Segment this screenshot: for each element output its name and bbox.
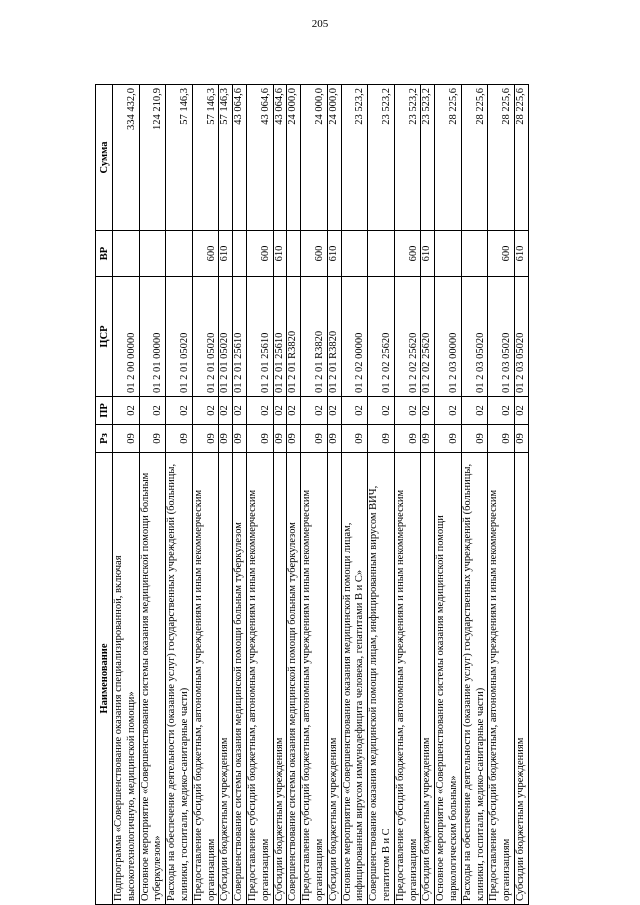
cell-vr: 600 — [488, 231, 515, 277]
cell-csr: 01 2 00 00000 — [113, 277, 140, 397]
cell-name: Основное мероприятие «Совершенствование системы оказания медицинской помощи больным туберкулезом» — [139, 453, 166, 905]
cell-pr: 02 — [368, 397, 395, 425]
budget-table — [95, 84, 529, 905]
table-row — [435, 85, 462, 905]
cell-rz: 09 — [192, 425, 219, 453]
table-row — [192, 85, 219, 905]
cell-name: Расходы на обеспечение деятельности (оказание услуг) государственных учреждений (больницы, клиники, госпитали, медико-санитарные части) — [166, 453, 193, 905]
cell-name: Субсидии бюджетным учреждениям — [514, 453, 528, 905]
cell-pr: 02 — [341, 397, 368, 425]
cell-csr: 01 2 01 25610 — [233, 277, 247, 397]
table-row — [461, 85, 488, 905]
table-row — [368, 85, 395, 905]
cell-name: Предоставление субсидий бюджетным, автономным учреждениям и иным некоммерческим организациям — [301, 453, 328, 905]
table-row — [301, 85, 328, 905]
cell-vr: 600 — [192, 231, 219, 277]
cell-rz: 09 — [233, 425, 247, 453]
cell-vr: 600 — [246, 231, 273, 277]
cell-pr: 02 — [192, 397, 219, 425]
cell-name: Основное мероприятие «Совершенствование системы оказания медицинской помощи наркологическим больным» — [435, 453, 462, 905]
cell-csr: 01 2 03 05020 — [514, 277, 528, 397]
cell-name: Предоставление субсидий бюджетным, автономным учреждениям и иным некоммерческим организациям — [192, 453, 219, 905]
cell-vr — [166, 231, 193, 277]
cell-pr: 02 — [246, 397, 273, 425]
table-header-row — [96, 85, 113, 905]
cell-sum: 57 146,3 — [192, 85, 219, 231]
header-name: Наименование — [96, 453, 113, 905]
header-csr: ЦСР — [96, 277, 113, 397]
cell-name: Предоставление субсидий бюджетным, автономным учреждениям и иным некоммерческим организациям — [394, 453, 421, 905]
cell-pr: 02 — [219, 397, 233, 425]
cell-pr: 02 — [514, 397, 528, 425]
cell-csr: 01 2 01 25610 — [273, 277, 287, 397]
cell-csr: 01 2 01 05020 — [219, 277, 233, 397]
cell-vr — [287, 231, 301, 277]
cell-rz: 09 — [514, 425, 528, 453]
cell-csr: 01 2 02 00000 — [341, 277, 368, 397]
cell-vr: 600 — [301, 231, 328, 277]
cell-sum: 23 523,2 — [421, 85, 435, 231]
cell-csr: 01 2 03 00000 — [435, 277, 462, 397]
cell-name: Расходы на обеспечение деятельности (оказание услуг) государственных учреждений (больницы, клиники, госпитали, медико-санитарные части) — [461, 453, 488, 905]
cell-vr: 610 — [273, 231, 287, 277]
cell-sum: 43 064,6 — [233, 85, 247, 231]
cell-pr: 02 — [113, 397, 140, 425]
cell-pr: 02 — [273, 397, 287, 425]
cell-pr: 02 — [421, 397, 435, 425]
cell-rz: 09 — [287, 425, 301, 453]
header-sum: Сумма — [96, 85, 113, 231]
table-row — [421, 85, 435, 905]
cell-name: Подпрограмма «Совершенствование оказания специализированной, включая высокотехнологичную, медицинской помощи» — [113, 453, 140, 905]
table-row — [273, 85, 287, 905]
table-row — [287, 85, 301, 905]
cell-sum: 28 225,6 — [514, 85, 528, 231]
table-row — [113, 85, 140, 905]
cell-vr — [368, 231, 395, 277]
header-rz: Рз — [96, 425, 113, 453]
cell-name: Основное мероприятие «Совершенствование оказания медицинской помощи лицам, инфицированным вирусом иммунодефицита человека, гепатитами В и С» — [341, 453, 368, 905]
cell-csr: 01 2 01 R3820 — [327, 277, 341, 397]
table-row — [233, 85, 247, 905]
cell-sum: 24 000,0 — [327, 85, 341, 231]
cell-vr — [341, 231, 368, 277]
cell-sum: 43 064,6 — [246, 85, 273, 231]
cell-name: Совершенствование оказания медицинской помощи лицам, инфицированным вирусом ВИЧ, гепатитом В и С — [368, 453, 395, 905]
cell-name: Предоставление субсидий бюджетным, автономным учреждениям и иным некоммерческим организациям — [488, 453, 515, 905]
cell-pr: 02 — [287, 397, 301, 425]
cell-csr: 01 2 03 05020 — [488, 277, 515, 397]
cell-rz: 09 — [219, 425, 233, 453]
cell-rz: 09 — [166, 425, 193, 453]
cell-sum: 23 523,2 — [394, 85, 421, 231]
cell-sum: 24 000,0 — [287, 85, 301, 231]
table-row — [166, 85, 193, 905]
header-pr: ПР — [96, 397, 113, 425]
cell-name: Субсидии бюджетным учреждениям — [273, 453, 287, 905]
page-number: 205 — [311, 18, 329, 30]
cell-csr: 01 2 01 00000 — [139, 277, 166, 397]
cell-vr — [113, 231, 140, 277]
cell-csr: 01 2 01 05020 — [166, 277, 193, 397]
cell-pr: 02 — [327, 397, 341, 425]
cell-rz: 09 — [394, 425, 421, 453]
cell-sum: 28 225,6 — [461, 85, 488, 231]
cell-pr: 02 — [394, 397, 421, 425]
table-row — [514, 85, 528, 905]
cell-sum: 24 000,0 — [301, 85, 328, 231]
cell-pr: 02 — [488, 397, 515, 425]
cell-rz: 09 — [301, 425, 328, 453]
cell-name: Субсидии бюджетным учреждениям — [219, 453, 233, 905]
cell-csr: 01 2 01 R3820 — [287, 277, 301, 397]
cell-vr — [435, 231, 462, 277]
cell-sum: 43 064,6 — [273, 85, 287, 231]
cell-name: Совершенствование системы оказания медицинской помощи больным туберкулезом — [233, 453, 247, 905]
table-row — [246, 85, 273, 905]
cell-rz: 09 — [461, 425, 488, 453]
cell-name: Совершенствование системы оказания медицинской помощи больным туберкулезом — [287, 453, 301, 905]
cell-rz: 09 — [421, 425, 435, 453]
cell-csr: 01 2 03 05020 — [461, 277, 488, 397]
cell-sum: 23 523,2 — [341, 85, 368, 231]
table-row — [394, 85, 421, 905]
rotated-table-container — [95, 85, 575, 905]
cell-vr: 610 — [219, 231, 233, 277]
cell-name: Субсидии бюджетным учреждениям — [421, 453, 435, 905]
cell-rz: 09 — [327, 425, 341, 453]
cell-pr: 02 — [139, 397, 166, 425]
cell-csr: 01 2 02 25620 — [394, 277, 421, 397]
table-row — [327, 85, 341, 905]
cell-vr: 600 — [394, 231, 421, 277]
cell-rz: 09 — [113, 425, 140, 453]
cell-pr: 02 — [461, 397, 488, 425]
cell-pr: 02 — [435, 397, 462, 425]
cell-csr: 01 2 02 25620 — [368, 277, 395, 397]
cell-sum: 334 432,0 — [113, 85, 140, 231]
header-vr: ВР — [96, 231, 113, 277]
cell-sum: 28 225,6 — [488, 85, 515, 231]
table-row — [341, 85, 368, 905]
cell-csr: 01 2 02 25620 — [421, 277, 435, 397]
cell-rz: 09 — [246, 425, 273, 453]
cell-vr — [233, 231, 247, 277]
cell-sum: 124 210,9 — [139, 85, 166, 231]
cell-rz: 09 — [368, 425, 395, 453]
cell-rz: 09 — [488, 425, 515, 453]
table-row — [139, 85, 166, 905]
cell-vr: 610 — [514, 231, 528, 277]
cell-sum: 57 146,3 — [219, 85, 233, 231]
cell-csr: 01 2 01 R3820 — [301, 277, 328, 397]
cell-vr: 610 — [421, 231, 435, 277]
table-row — [219, 85, 233, 905]
cell-vr — [139, 231, 166, 277]
cell-rz: 09 — [139, 425, 166, 453]
cell-rz: 09 — [435, 425, 462, 453]
cell-vr: 610 — [327, 231, 341, 277]
table-row — [488, 85, 515, 905]
cell-csr: 01 2 01 25610 — [246, 277, 273, 397]
cell-sum: 57 146,3 — [166, 85, 193, 231]
cell-pr: 02 — [233, 397, 247, 425]
cell-pr: 02 — [301, 397, 328, 425]
cell-csr: 01 2 01 05020 — [192, 277, 219, 397]
cell-vr — [461, 231, 488, 277]
cell-name: Субсидии бюджетным учреждениям — [327, 453, 341, 905]
cell-name: Предоставление субсидий бюджетным, автономным учреждениям и иным некоммерческим организациям — [246, 453, 273, 905]
cell-rz: 09 — [273, 425, 287, 453]
cell-pr: 02 — [166, 397, 193, 425]
cell-sum: 28 225,6 — [435, 85, 462, 231]
cell-sum: 23 523,2 — [368, 85, 395, 231]
cell-rz: 09 — [341, 425, 368, 453]
